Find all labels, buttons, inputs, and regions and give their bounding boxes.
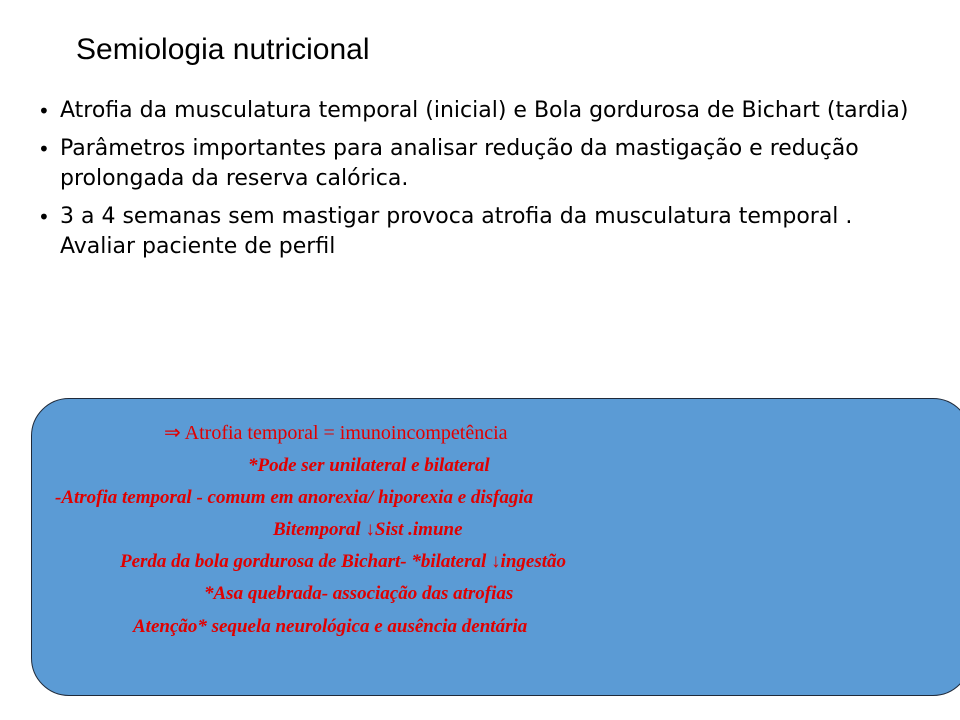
implies-arrow-icon: ⇒ <box>164 422 181 444</box>
callout-line-bichart <box>120 549 566 575</box>
bullet-marker: • <box>38 137 50 161</box>
callout-text: Bitemporal <box>273 519 366 540</box>
bullet-text: 3 a 4 semanas sem mastigar provoca atrofia da musculatura temporal . Avaliar paciente de perfil <box>60 204 853 259</box>
callout-line-asa-quebrada: *Asa quebrada- associação das atrofias <box>204 583 514 604</box>
callout-text: Perda da bola gordurosa de Bichart- *bilateral <box>120 551 492 572</box>
callout-text: Atrofia temporal = imunoincompetência <box>180 422 508 444</box>
bullet-text: Parâmetros importantes para analisar redução da mastigação e redução prolongada da reserva calórica. <box>60 136 859 191</box>
bullet-marker: • <box>38 205 50 229</box>
bullet-item <box>36 96 916 126</box>
slide-title: Semiologia nutricional <box>76 33 370 66</box>
callout-line-immunity <box>164 420 508 446</box>
down-arrow-icon: ↓ <box>491 551 501 572</box>
callout-line-anorexia: -Atrofia temporal - comum em anorexia/ hiporexia e disfagia <box>55 487 534 508</box>
down-arrow-icon: ↓ <box>365 519 375 540</box>
callout-text: Sist .imune <box>374 519 463 540</box>
bullet-text: Atrofia da musculatura temporal (inicial) e Bola gordurosa de Bichart (tardia) <box>60 98 909 123</box>
callout-line-attention: Atenção* sequela neurológica e ausência dentária <box>133 616 528 637</box>
callout-text: ingestão <box>500 551 566 572</box>
callout-line-laterality: *Pode ser unilateral e bilateral <box>248 455 490 476</box>
bullet-item <box>36 202 916 262</box>
callout-line-bitemporal <box>273 517 463 543</box>
bullet-marker: • <box>38 99 50 123</box>
bullet-list <box>36 96 916 270</box>
bullet-item <box>36 134 916 194</box>
